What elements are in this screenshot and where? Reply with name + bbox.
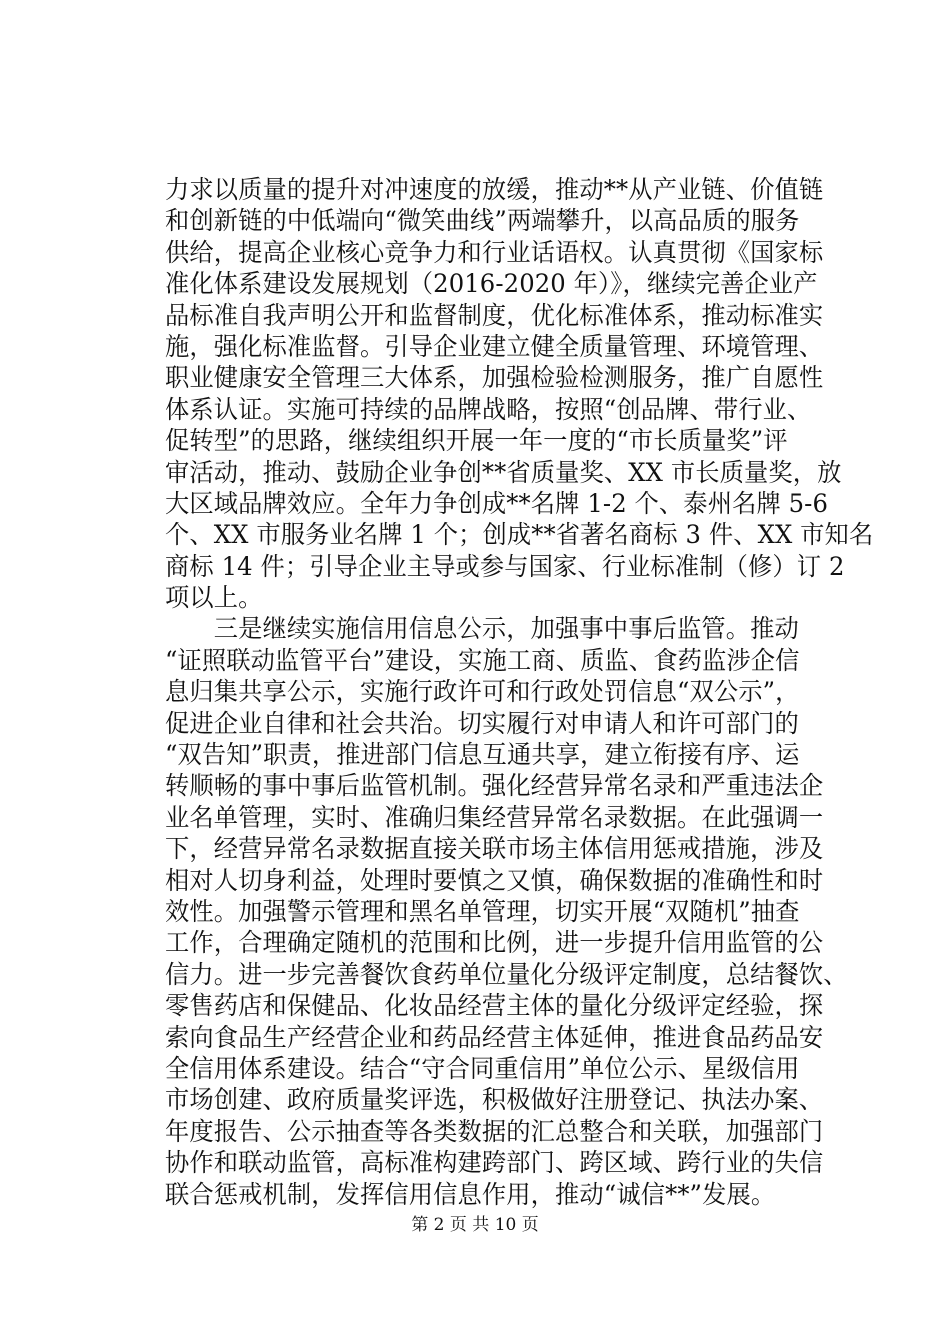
text-line: 体系认证。实施可持续的品牌战略，按照“创品牌、带行业、 xyxy=(165,394,812,424)
document-body xyxy=(165,174,950,1210)
text-line: 和创新链的中低端向“微笑曲线”两端攀升，以高品质的服务 xyxy=(165,206,800,236)
text-line: 下，经营异常名录数据直接关联市场主体信用惩戒措施，涉及 xyxy=(165,834,824,864)
text-line: 息归集共享公示，实施行政许可和行政处罚信息“双公示”， xyxy=(165,677,800,707)
text-line: 促转型”的思路，继续组织开展一年一度的“市长质量奖”评 xyxy=(165,426,788,456)
text-line: 效性。加强警示管理和黑名单管理，切实开展“双随机”抽查 xyxy=(165,896,800,926)
text-line: 索向食品生产经营企业和药品经营主体延伸，推进食品药品安 xyxy=(165,1022,824,1052)
text-line: 三是继续实施信用信息公示，加强事中事后监管。推动 xyxy=(165,614,799,644)
text-line: 品标准自我声明公开和监督制度，优化标准体系，推动标准实 xyxy=(165,300,824,330)
text-line: 联合惩戒机制，发挥信用信息作用，推动“诚信**”发展。 xyxy=(165,1179,776,1209)
text-line: 年度报告、公示抽查等各类数据的汇总整合和关联，加强部门 xyxy=(165,1116,824,1146)
text-line: 工作，合理确定随机的范围和比例，进一步提升信用监管的公 xyxy=(165,928,824,958)
text-line: 施，强化标准监督。引导企业建立健全质量管理、环境管理、 xyxy=(165,331,824,361)
text-line: 大区域品牌效应。全年力争创成**名牌 1-2 个、泰州名牌 5-6 xyxy=(165,488,829,518)
text-line: 力求以质量的提升对冲速度的放缓，推动**从产业链、价值链 xyxy=(165,175,824,204)
text-line: 全信用体系建设。结合“守合同重信用”单位公示、星级信用 xyxy=(165,1053,800,1083)
text-line: 项以上。 xyxy=(165,583,263,613)
text-line: 职业健康安全管理三大体系，加强检验检测服务，推广自愿性 xyxy=(165,363,824,393)
text-line: “证照联动监管平台”建设，实施工商、质监、食药监涉企信 xyxy=(165,645,800,675)
text-line: 零售药店和保健品、化妆品经营主体的量化分级评定经验，探 xyxy=(165,991,824,1021)
text-line: 转顺畅的事中事后监管机制。强化经营异常名录和严重违法企 xyxy=(165,771,824,801)
text-line: 商标 14 件；引导企业主导或参与国家、行业标准制（修）订 2 xyxy=(165,551,845,581)
text-line: 准化体系建设发展规划（2016-2020 年）》，继续完善企业产 xyxy=(165,269,818,299)
page-footer: 第 2 页 共 10 页 xyxy=(411,1215,539,1235)
text-line: 审活动，推动、鼓励企业争创**省质量奖、XX 市长质量奖，放 xyxy=(165,457,842,487)
text-line: 协作和联动监管，高标准构建跨部门、跨区域、跨行业的失信 xyxy=(165,1148,824,1178)
text-line: “双告知”职责，推进部门信息互通共享，建立衔接有序、运 xyxy=(165,740,800,770)
text-line: 促进企业自律和社会共治。切实履行对申请人和许可部门的 xyxy=(165,708,799,738)
text-line: 市场创建、政府质量奖评选，积极做好注册登记、执法办案、 xyxy=(165,1085,824,1115)
text-line: 业名单管理，实时、准确归集经营异常名录数据。在此强调一 xyxy=(165,802,824,832)
text-line: 个、XX 市服务业名牌 1 个；创成**省著名商标 3 件、XX 市知名 xyxy=(165,520,874,550)
text-line: 供给，提高企业核心竞争力和行业话语权。认真贯彻《国家标 xyxy=(165,237,824,267)
text-line: 信力。进一步完善餐饮食药单位量化分级评定制度，总结餐饮、 xyxy=(165,959,848,989)
text-line: 相对人切身利益，处理时要慎之又慎，确保数据的准确性和时 xyxy=(165,865,824,895)
